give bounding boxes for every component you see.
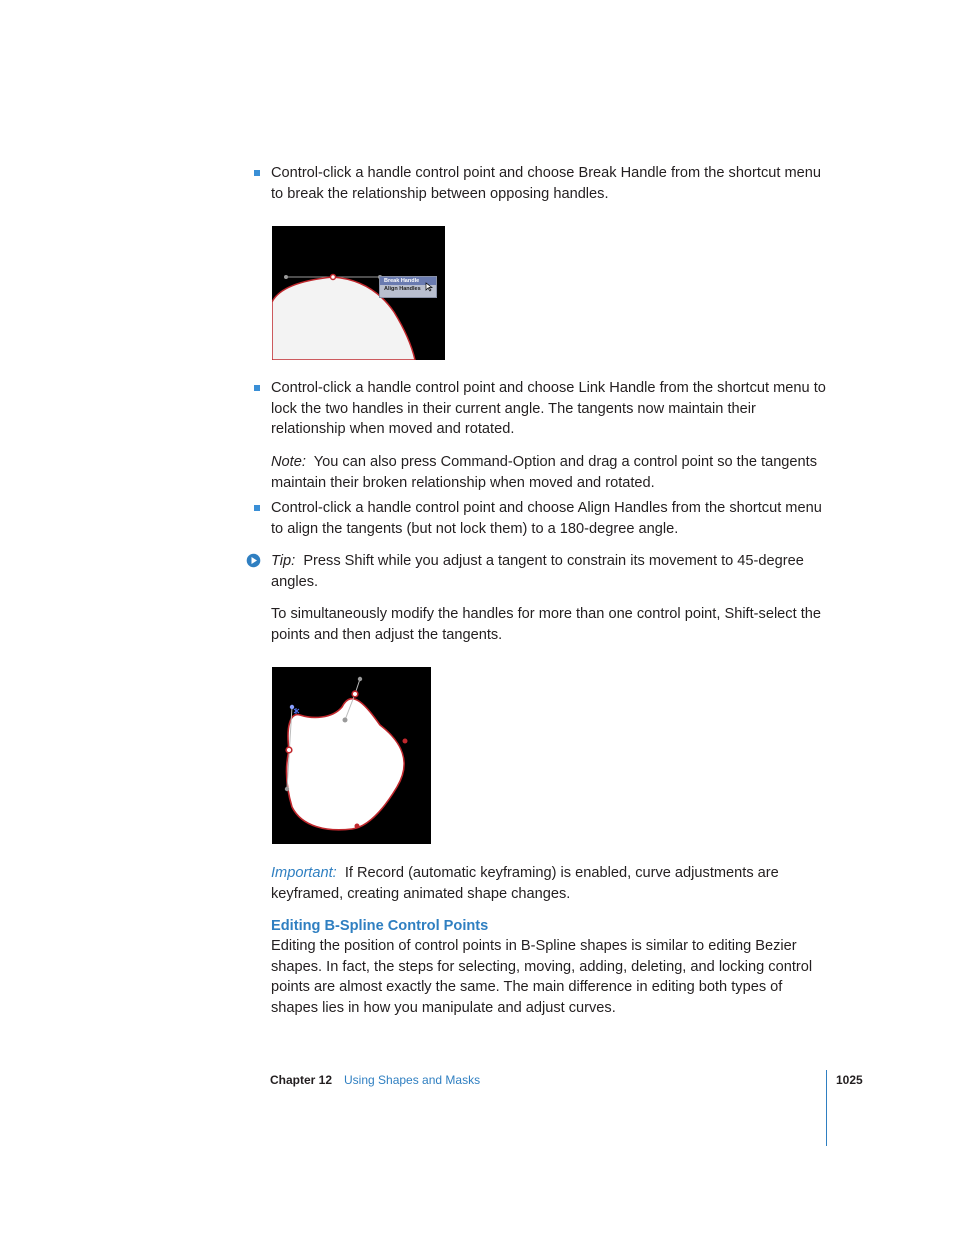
handle-point	[343, 718, 348, 723]
note-label: Note:	[271, 454, 306, 470]
rotate-cursor-icon	[294, 708, 299, 714]
bullet-text-break-handle: Control-click a handle control point and choose Break Handle from the shortcut menu to break the relationship between opposing handles.	[271, 165, 821, 202]
page-number: 1025	[836, 1073, 863, 1087]
footer-chapter-title: Using Shapes and Masks	[344, 1073, 481, 1087]
menu-item-break-handle[interactable]: Break Handle	[380, 277, 436, 285]
note-paragraph	[271, 452, 831, 493]
section-body: Editing the position of control points in B-Spline shapes is similar to editing Bezier shapes. In fact, the steps for selecting, moving, adding, deleting, and locking control points are almost exactly the same. The main difference in editing both types of shapes lies in how you manipulate and adjust curves.	[271, 938, 813, 1016]
important-paragraph	[271, 863, 831, 904]
footer-chapter: Chapter 12	[270, 1073, 333, 1087]
control-point	[403, 739, 408, 744]
bspline-shape-illustration	[272, 667, 431, 844]
control-point	[286, 747, 292, 753]
bullet-text-align-handles: Control-click a handle control point and choose Align Handles from the shortcut menu to align the tangents (but not lock them) to a 180-degree angle.	[271, 500, 822, 537]
important-label: Important:	[271, 865, 337, 881]
control-point	[331, 275, 336, 280]
important-text: If Record (automatic keyframing) is enabled, curve adjustments are keyframed, creating animated shape changes.	[271, 865, 779, 902]
note-text: You can also press Command-Option and drag a control point so the tangents maintain their broken relationship when moved and rotated.	[271, 454, 818, 491]
bullet-text-link-handle: Control-click a handle control point and choose Link Handle from the shortcut menu to lock the two handles in their current angle. The tangents now maintain their relationship when moved and rotated.	[271, 380, 826, 437]
section-heading: Editing B-Spline Control Points	[271, 918, 489, 934]
tip-label: Tip:	[271, 553, 296, 569]
bullet-marker	[254, 385, 260, 391]
shape-handles-screenshot	[272, 667, 431, 844]
handle-point	[290, 705, 294, 709]
handle-point	[358, 677, 362, 681]
menu-item-align-handles[interactable]: Align Handles	[384, 286, 421, 292]
break-handle-screenshot	[272, 226, 445, 360]
body-paragraph: To simultaneously modify the handles for more than one control point, Shift-select the points and then adjust the tangents.	[271, 606, 821, 643]
handle-point	[285, 787, 289, 791]
handle-point	[284, 275, 288, 279]
mouse-pointer-icon	[425, 282, 433, 292]
bullet-marker	[254, 170, 260, 176]
footer-divider	[826, 1070, 827, 1146]
control-point	[352, 691, 358, 697]
tip-arrow-icon	[246, 553, 261, 568]
tip-text: Press Shift while you adjust a tangent to constrain its movement to 45-degree angles.	[271, 553, 804, 590]
tip-paragraph	[271, 551, 831, 592]
bullet-marker	[254, 505, 260, 511]
control-point	[355, 824, 360, 829]
